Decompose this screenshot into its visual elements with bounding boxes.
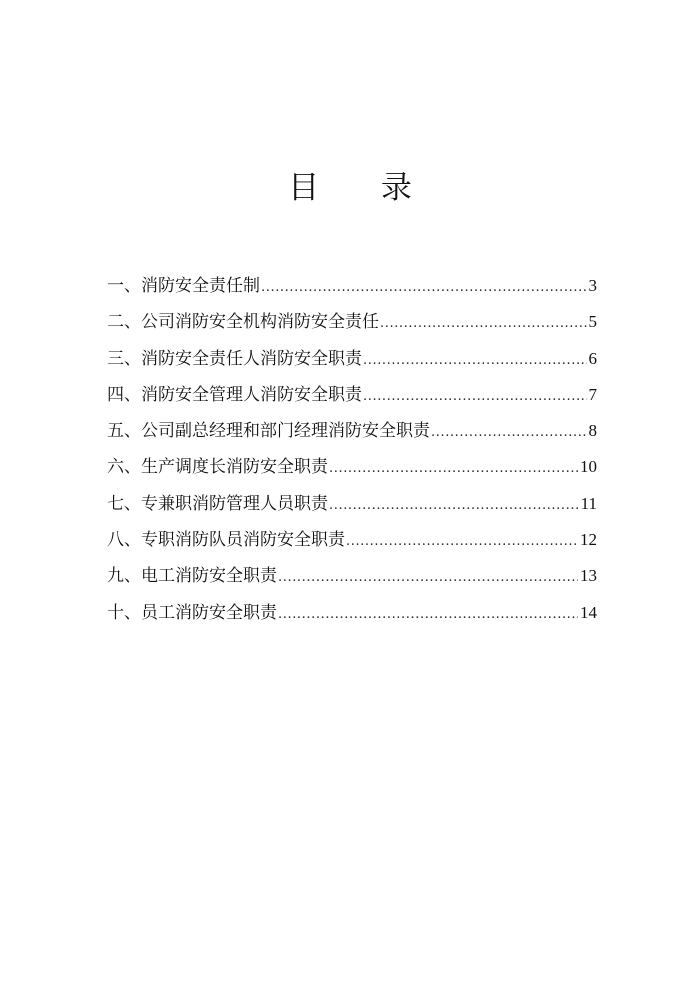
dot-leader xyxy=(363,346,587,376)
toc-entry[interactable] xyxy=(107,598,597,634)
toc-entry[interactable] xyxy=(107,561,597,597)
toc-entry-page: 14 xyxy=(580,602,597,622)
toc-entry-title: 二、公司消防安全机构消防安全责任 xyxy=(107,312,379,333)
toc-entry-page: 8 xyxy=(588,421,597,441)
toc-entry-title: 一、消防安全责任制 xyxy=(107,276,260,296)
toc-entry-page: 3 xyxy=(588,276,597,295)
toc-entry[interactable] xyxy=(107,489,597,525)
dot-leader xyxy=(363,382,587,412)
toc-entry-title: 三、消防安全责任人消防安全职责 xyxy=(107,348,362,369)
toc-entry-page: 10 xyxy=(580,457,597,477)
toc-entry-page: 12 xyxy=(580,530,597,550)
toc-title: 目 录 xyxy=(288,170,438,206)
dot-leader xyxy=(380,309,587,339)
toc-entry-page: 6 xyxy=(588,348,597,368)
toc-entry-title: 九、电工消防安全职责 xyxy=(107,566,277,587)
toc-entry-title: 五、公司副总经理和部门经理消防安全职责 xyxy=(107,421,430,442)
toc-entry[interactable] xyxy=(107,525,597,561)
dot-leader xyxy=(278,563,578,593)
toc-entry[interactable] xyxy=(107,416,597,452)
toc-entry-title: 十、员工消防安全职责 xyxy=(107,602,277,623)
toc-entry-page: 5 xyxy=(588,312,597,332)
toc-entry[interactable] xyxy=(107,452,597,488)
dot-leader xyxy=(346,527,578,557)
toc-entry[interactable] xyxy=(107,271,597,307)
dot-leader xyxy=(329,454,578,484)
toc-entry-title: 七、专兼职消防管理人员职责 xyxy=(107,493,328,514)
toc-list xyxy=(107,271,597,634)
toc-entry-title: 八、专职消防队员消防安全职责 xyxy=(107,530,345,551)
dot-leader xyxy=(431,418,587,448)
toc-entry-page: 13 xyxy=(580,566,597,586)
toc-entry[interactable] xyxy=(107,344,597,380)
toc-entry-page: 7 xyxy=(588,384,597,404)
toc-entry-title: 六、生产调度长消防安全职责 xyxy=(107,457,328,478)
toc-entry-title: 四、消防安全管理人消防安全职责 xyxy=(107,384,362,405)
dot-leader xyxy=(278,600,578,630)
toc-entry[interactable] xyxy=(107,380,597,416)
toc-entry-page: 11 xyxy=(580,493,597,513)
dot-leader xyxy=(329,491,579,521)
dot-leader xyxy=(261,273,587,303)
toc-entry[interactable] xyxy=(107,307,597,343)
